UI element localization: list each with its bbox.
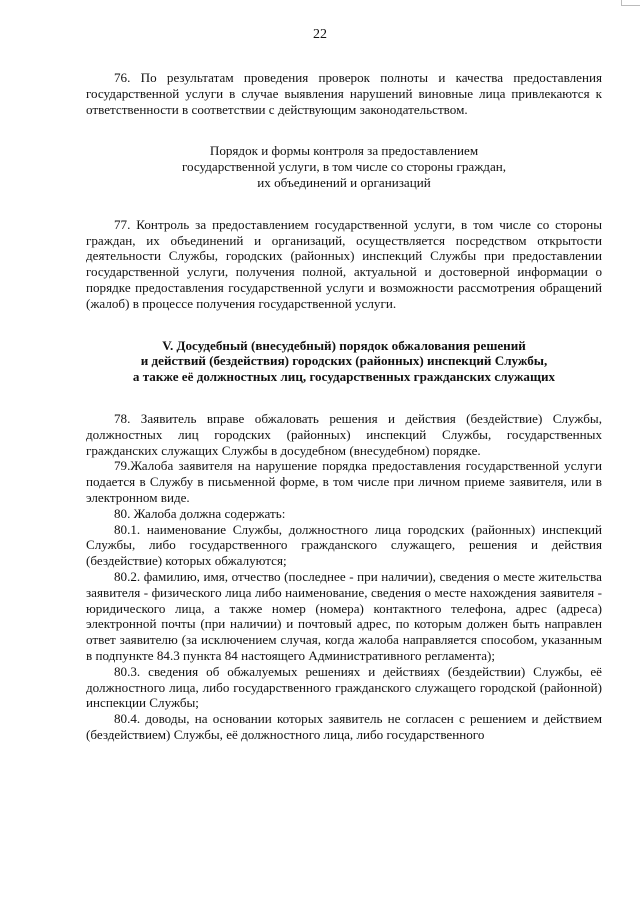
section-v-heading: [86, 338, 602, 385]
paragraph-77: 77. Контроль за предоставлением государственной услуги, в том числе со стороны граждан, их объединений и организаций, осуществляется посредством открытости деятельности Службы, городских (районных) инспекций Службы при предоставлении государственной услуги, получения полной, актуальной и достоверной информации о порядке предоставления государственной услуги и возможности рассмотрения обращений (жалоб) в процессе получения государственной услуги.: [86, 216, 602, 311]
paragraph-78: 78. Заявитель вправе обжаловать решения и действия (бездействие) Службы, должностных лиц городских (районных) инспекций Службы, государственных гражданских служащих Службы в досудебном (внесудебном) порядке.: [86, 410, 602, 458]
subheading-line-1: Порядок и формы контроля за предоставлением: [209, 143, 479, 159]
paragraph-79: 79.Жалоба заявителя на нарушение порядка предоставления государственной услуги подается в Службу в письменной форме, в том числе при личном приеме заявителя, или в электронном виде.: [86, 458, 602, 505]
subheading-line-2: государственной услуги, в том числе со стороны граждан,: [181, 159, 507, 175]
paragraph-76: 76. По результатам проведения проверок полноты и качества предоставления государственной услуги в случае выявления нарушений виновные лица привлекаются к ответственности в соответствии с действующим законодательством.: [86, 70, 602, 117]
section-v-line-3: а также её должностных лиц, государственных гражданских служащих: [132, 369, 556, 385]
section-v-line-2: и действий (бездействия) городских (районных) инспекций Службы,: [140, 353, 548, 369]
control-subheading: [86, 143, 602, 190]
paragraph-80-4: 80.4. доводы, на основании которых заявитель не согласен с решением и действием (бездействием) Службы, её должностного лица, либо государственного: [86, 711, 602, 742]
page-number: 22: [313, 27, 327, 42]
paragraph-80-1: 80.1. наименование Службы, должностного лица городских (районных) инспекций Службы, либо государственного гражданского служащего, решения и действия (бездействие) которых обжалуются;: [86, 521, 602, 569]
subheading-line-3: их объединений и организаций: [257, 174, 431, 190]
paragraph-80: 80. Жалоба должна содержать:: [114, 505, 286, 521]
document-body: [86, 70, 602, 743]
paragraph-80-2: 80.2. фамилию, имя, отчество (последнее - при наличии), сведения о месте жительства заявителя - физического лица либо наименование, сведения о месте нахождения заявителя - юридического лица, а также номер (номера) контактного телефона, адрес (адреса) электронной почты (при наличии) и почтовый адрес, по которым должен быть направлен ответ заявителю (за исключением случая, когда жалоба направляется способом, указанным в подпункте 84.3 пункта 84 настоящего Административного регламента);: [86, 568, 602, 663]
corner-mark: [621, 0, 640, 6]
paragraph-80-3: 80.3. сведения об обжалуемых решениях и действиях (бездействии) Службы, её должностного лица, либо государственного гражданского служащего городской (районной) инспекции Службы;: [86, 663, 602, 711]
section-v-line-1: V. Досудебный (внесудебный) порядок обжалования решений: [162, 337, 526, 353]
